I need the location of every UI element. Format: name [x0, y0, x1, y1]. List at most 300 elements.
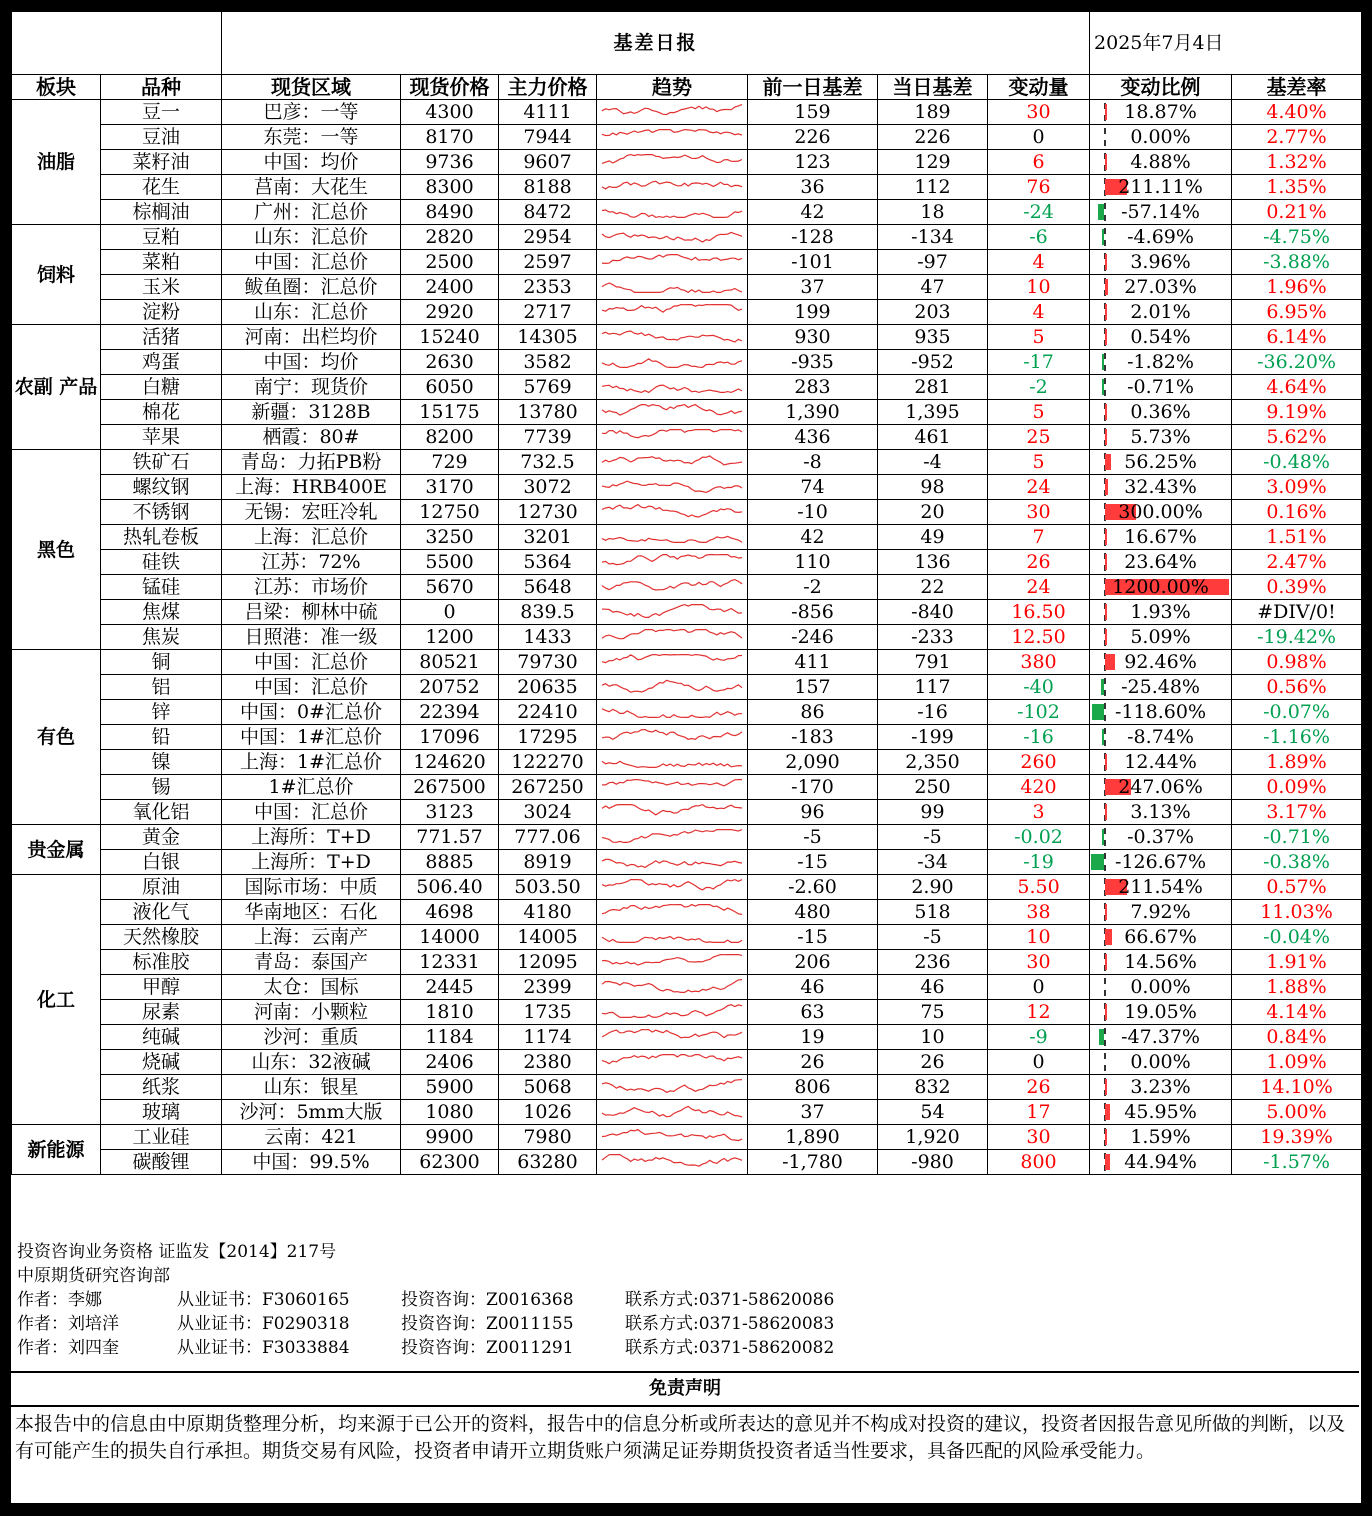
region-cell: 中国：0#汇总价	[222, 700, 401, 725]
change-ratio-text: -118.60%	[1115, 701, 1207, 723]
sparkline-path	[602, 385, 742, 392]
sparkline-path	[602, 405, 742, 416]
trend-cell	[597, 275, 748, 300]
author-consult: 投资咨询：Z0011291	[401, 1338, 574, 1358]
change-ratio-cell	[1090, 225, 1232, 250]
product-cell: 尿素	[101, 1000, 222, 1025]
basis-rate-cell: -19.42%	[1232, 625, 1362, 650]
prev-basis-cell: -935	[748, 350, 878, 375]
table-row	[12, 550, 1362, 575]
product-cell: 鸡蛋	[101, 350, 222, 375]
change-ratio-text: 1200.00%	[1112, 576, 1209, 598]
spot-price-cell: 3250	[401, 525, 499, 550]
trend-sparkline	[599, 301, 745, 323]
table-row	[12, 700, 1362, 725]
change-ratio-text: 23.64%	[1124, 551, 1197, 573]
basis-rate-cell: -0.38%	[1232, 850, 1362, 875]
spot-price-cell: 729	[401, 450, 499, 475]
prev-basis-cell: 159	[748, 100, 878, 125]
trend-sparkline	[599, 251, 745, 273]
change-ratio-cell	[1090, 900, 1232, 925]
ratio-databar	[1102, 354, 1104, 370]
spot-price-cell: 8200	[401, 425, 499, 450]
spot-price-cell: 1080	[401, 1100, 499, 1125]
region-cell: 江苏：市场价	[222, 575, 401, 600]
change-ratio-text: 7.92%	[1130, 901, 1191, 923]
change-ratio-cell	[1090, 825, 1232, 850]
change-ratio-text: -25.48%	[1121, 676, 1200, 698]
trend-cell	[597, 925, 748, 950]
curr-basis-cell: 226	[878, 125, 988, 150]
spot-price-cell: 8490	[401, 200, 499, 225]
main-price-cell: 2717	[499, 300, 597, 325]
change-cell: -9	[988, 1025, 1090, 1050]
table-row	[12, 300, 1362, 325]
prev-basis-cell: 411	[748, 650, 878, 675]
sparkline-path	[602, 536, 742, 542]
trend-sparkline	[599, 951, 745, 973]
change-ratio-text: 1.59%	[1130, 1126, 1191, 1148]
product-cell: 碳酸锂	[101, 1150, 222, 1175]
basis-rate-cell: -36.20%	[1232, 350, 1362, 375]
ratio-databar	[1105, 554, 1107, 570]
product-cell: 原油	[101, 875, 222, 900]
region-cell: 沙河：重质	[222, 1025, 401, 1050]
ratio-databar	[1092, 704, 1104, 720]
table-row	[12, 1025, 1362, 1050]
databar-axis	[1104, 228, 1106, 246]
header-row	[12, 75, 1362, 100]
author-consult: 投资咨询：Z0016368	[401, 1290, 574, 1310]
table-row	[12, 900, 1362, 925]
table-row	[12, 950, 1362, 975]
change-ratio-cell	[1090, 750, 1232, 775]
main-price-cell: 3582	[499, 350, 597, 375]
curr-basis-cell: 99	[878, 800, 988, 825]
author-consult: 投资咨询：Z0011155	[401, 1314, 574, 1334]
basis-rate-cell: 14.10%	[1232, 1075, 1362, 1100]
sparkline-path	[602, 1055, 742, 1064]
ratio-databar	[1105, 304, 1107, 320]
table-row	[12, 200, 1362, 225]
trend-sparkline	[599, 1101, 745, 1123]
main-price-cell: 3201	[499, 525, 597, 550]
product-cell: 烧碱	[101, 1050, 222, 1075]
product-cell: 硅铁	[101, 550, 222, 575]
table-row	[12, 600, 1362, 625]
curr-basis-cell: 22	[878, 575, 988, 600]
ratio-databar	[1105, 929, 1112, 945]
table-row	[12, 325, 1362, 350]
change-cell: 30	[988, 1125, 1090, 1150]
sparkline-path	[602, 210, 742, 217]
curr-basis-cell: 1,920	[878, 1125, 988, 1150]
spot-price-cell: 80521	[401, 650, 499, 675]
region-cell: 中国：均价	[222, 150, 401, 175]
curr-basis-cell: 20	[878, 500, 988, 525]
trend-cell	[597, 1050, 748, 1075]
change-ratio-text: 16.67%	[1124, 526, 1197, 548]
basis-rate-cell: 0.21%	[1232, 200, 1362, 225]
trend-sparkline	[599, 851, 745, 873]
column-header: 变动比例	[1090, 75, 1232, 100]
change-ratio-cell	[1090, 975, 1232, 1000]
main-price-cell: 777.06	[499, 825, 597, 850]
trend-sparkline	[599, 601, 745, 623]
ratio-databar	[1105, 654, 1115, 670]
change-ratio-cell	[1090, 400, 1232, 425]
prev-basis-cell: -15	[748, 850, 878, 875]
change-cell: 260	[988, 750, 1090, 775]
sparkline-path	[602, 331, 742, 342]
change-cell: 17	[988, 1100, 1090, 1125]
product-cell: 白银	[101, 850, 222, 875]
sparkline-path	[602, 1106, 742, 1117]
table-row	[12, 400, 1362, 425]
change-ratio-cell	[1090, 925, 1232, 950]
table-row	[12, 875, 1362, 900]
prev-basis-cell: -170	[748, 775, 878, 800]
prev-basis-cell: 37	[748, 275, 878, 300]
main-price-cell: 2399	[499, 975, 597, 1000]
prev-basis-cell: 26	[748, 1050, 878, 1075]
region-cell: 青岛：泰国产	[222, 950, 401, 975]
spot-price-cell: 2500	[401, 250, 499, 275]
product-cell: 液化气	[101, 900, 222, 925]
trend-sparkline	[599, 351, 745, 373]
basis-rate-cell: -4.75%	[1232, 225, 1362, 250]
basis-rate-cell: 0.39%	[1232, 575, 1362, 600]
ratio-databar	[1105, 1004, 1107, 1020]
trend-cell	[597, 650, 748, 675]
trend-sparkline	[599, 476, 745, 498]
change-cell: 4	[988, 250, 1090, 275]
trend-sparkline	[599, 726, 745, 748]
change-ratio-text: -0.37%	[1127, 826, 1194, 848]
product-cell: 菜籽油	[101, 150, 222, 175]
curr-basis-cell: -199	[878, 725, 988, 750]
basis-rate-cell: 0.84%	[1232, 1025, 1362, 1050]
product-cell: 铜	[101, 650, 222, 675]
curr-basis-cell: 46	[878, 975, 988, 1000]
databar-axis	[1104, 203, 1106, 221]
trend-cell	[597, 625, 748, 650]
sector-label: 农副 产品	[12, 325, 101, 450]
sector-label: 化工	[12, 875, 101, 1125]
change-ratio-text: 18.87%	[1124, 101, 1197, 123]
change-ratio-text: 211.54%	[1118, 876, 1203, 898]
basis-rate-cell: -0.71%	[1232, 825, 1362, 850]
basis-rate-cell: 1.89%	[1232, 750, 1362, 775]
region-cell: 东莞：一等	[222, 125, 401, 150]
change-cell: 3	[988, 800, 1090, 825]
table-row	[12, 825, 1362, 850]
region-cell: 华南地区：石化	[222, 900, 401, 925]
trend-sparkline	[599, 1126, 745, 1148]
sector-label: 黑色	[12, 450, 101, 650]
prev-basis-cell: -183	[748, 725, 878, 750]
sparkline-path	[602, 456, 742, 465]
basis-rate-cell: 1.32%	[1232, 150, 1362, 175]
prev-basis-cell: 110	[748, 550, 878, 575]
region-cell: 山东：银星	[222, 1075, 401, 1100]
change-cell: 26	[988, 550, 1090, 575]
basis-rate-cell: 19.39%	[1232, 1125, 1362, 1150]
prev-basis-cell: 123	[748, 150, 878, 175]
sparkline-path	[602, 283, 742, 292]
curr-basis-cell: -952	[878, 350, 988, 375]
change-ratio-text: 3.96%	[1130, 251, 1191, 273]
trend-cell	[597, 550, 748, 575]
spot-price-cell: 12750	[401, 500, 499, 525]
product-cell: 豆粕	[101, 225, 222, 250]
basis-rate-cell: 6.14%	[1232, 325, 1362, 350]
main-price-cell: 7944	[499, 125, 597, 150]
trend-sparkline	[599, 176, 745, 198]
spot-price-cell: 2400	[401, 275, 499, 300]
table-row	[12, 450, 1362, 475]
prev-basis-cell: 86	[748, 700, 878, 725]
sparkline-path	[602, 1030, 742, 1038]
change-ratio-cell	[1090, 850, 1232, 875]
main-price-cell: 8472	[499, 200, 597, 225]
sector-label: 贵金属	[12, 825, 101, 875]
trend-cell	[597, 600, 748, 625]
change-cell: 5	[988, 325, 1090, 350]
trend-cell	[597, 900, 748, 925]
trend-cell	[597, 775, 748, 800]
spot-price-cell: 9900	[401, 1125, 499, 1150]
change-cell: -16	[988, 725, 1090, 750]
curr-basis-cell: 281	[878, 375, 988, 400]
curr-basis-cell: -16	[878, 700, 988, 725]
databar-axis	[1104, 1053, 1106, 1071]
curr-basis-cell: 98	[878, 475, 988, 500]
prev-basis-cell: 1,390	[748, 400, 878, 425]
sector-label: 油脂	[12, 100, 101, 225]
main-price-cell: 13780	[499, 400, 597, 425]
change-cell: 800	[988, 1150, 1090, 1175]
trend-cell	[597, 400, 748, 425]
sparkline-path	[602, 780, 742, 786]
main-price-cell: 4180	[499, 900, 597, 925]
product-cell: 标准胶	[101, 950, 222, 975]
prev-basis-cell: 436	[748, 425, 878, 450]
main-price-cell: 1433	[499, 625, 597, 650]
spot-price-cell: 771.57	[401, 825, 499, 850]
basis-rate-cell: 1.51%	[1232, 525, 1362, 550]
ratio-databar	[1105, 429, 1107, 445]
change-ratio-cell	[1090, 250, 1232, 275]
region-cell: 中国：汇总价	[222, 250, 401, 275]
product-cell: 苹果	[101, 425, 222, 450]
region-cell: 中国：均价	[222, 350, 401, 375]
main-price-cell: 122270	[499, 750, 597, 775]
spot-price-cell: 12331	[401, 950, 499, 975]
trend-cell	[597, 475, 748, 500]
product-cell: 棉花	[101, 400, 222, 425]
curr-basis-cell: 461	[878, 425, 988, 450]
region-cell: 河南：出栏均价	[222, 325, 401, 350]
curr-basis-cell: -134	[878, 225, 988, 250]
change-ratio-text: 19.05%	[1124, 1001, 1197, 1023]
change-ratio-text: 92.46%	[1124, 651, 1197, 673]
prev-basis-cell: -2	[748, 575, 878, 600]
spot-price-cell: 62300	[401, 1150, 499, 1175]
sparkline-path	[602, 955, 742, 965]
change-ratio-cell	[1090, 275, 1232, 300]
column-header: 现货价格	[401, 75, 499, 100]
region-cell: 上海：1#汇总价	[222, 750, 401, 775]
ratio-databar	[1102, 829, 1104, 845]
basis-rate-cell: 3.17%	[1232, 800, 1362, 825]
prev-basis-cell: -8	[748, 450, 878, 475]
ratio-databar	[1105, 254, 1107, 270]
spot-price-cell: 1810	[401, 1000, 499, 1025]
table-row	[12, 275, 1362, 300]
sparkline-path	[602, 655, 742, 663]
product-cell: 镍	[101, 750, 222, 775]
trend-cell	[597, 125, 748, 150]
column-header: 趋势	[597, 75, 748, 100]
disclaimer-title: 免责声明	[11, 1371, 1359, 1407]
main-price-cell: 20635	[499, 675, 597, 700]
sparkline-path	[602, 709, 742, 718]
region-cell: 鲅鱼圈：汇总价	[222, 275, 401, 300]
product-cell: 锰硅	[101, 575, 222, 600]
basis-rate-cell: 0.56%	[1232, 675, 1362, 700]
table-row	[12, 350, 1362, 375]
table-row	[12, 775, 1362, 800]
trend-sparkline	[599, 1026, 745, 1048]
sparkline-path	[602, 605, 742, 618]
sparkline-path	[602, 255, 742, 264]
change-cell: 30	[988, 100, 1090, 125]
databar-axis	[1104, 703, 1106, 721]
ratio-databar	[1105, 754, 1107, 770]
change-ratio-text: -57.14%	[1121, 201, 1200, 223]
sparkline-path	[602, 305, 742, 313]
prev-basis-cell: -101	[748, 250, 878, 275]
trend-sparkline	[599, 801, 745, 823]
spot-price-cell: 2820	[401, 225, 499, 250]
table-row	[12, 675, 1362, 700]
table-row	[12, 375, 1362, 400]
sparkline-path	[602, 680, 742, 692]
change-ratio-cell	[1090, 450, 1232, 475]
prev-basis-cell: -128	[748, 225, 878, 250]
table-row	[12, 725, 1362, 750]
region-cell: 太仓：国标	[222, 975, 401, 1000]
curr-basis-cell: 10	[878, 1025, 988, 1050]
region-cell: 沙河：5mm大版	[222, 1100, 401, 1125]
prev-basis-cell: 2,090	[748, 750, 878, 775]
trend-sparkline	[599, 926, 745, 948]
product-cell: 花生	[101, 175, 222, 200]
ratio-databar	[1105, 1104, 1110, 1120]
region-cell: 中国：1#汇总价	[222, 725, 401, 750]
trend-cell	[597, 1125, 748, 1150]
region-cell: 无锡：宏旺冷轧	[222, 500, 401, 525]
sparkline-path	[602, 761, 742, 767]
prev-basis-cell: -15	[748, 925, 878, 950]
spot-price-cell: 17096	[401, 725, 499, 750]
curr-basis-cell: 18	[878, 200, 988, 225]
sparkline-path	[602, 555, 742, 565]
prev-basis-cell: -246	[748, 625, 878, 650]
change-cell: -24	[988, 200, 1090, 225]
ratio-databar	[1102, 379, 1104, 395]
change-cell: 5	[988, 450, 1090, 475]
table-row	[12, 1000, 1362, 1025]
change-ratio-cell	[1090, 1125, 1232, 1150]
spot-price-cell: 2630	[401, 350, 499, 375]
column-header: 现货区域	[222, 75, 401, 100]
author-cert: 从业证书：F3033884	[177, 1338, 350, 1358]
main-price-cell: 3024	[499, 800, 597, 825]
trend-cell	[597, 1075, 748, 1100]
curr-basis-cell: 935	[878, 325, 988, 350]
sparkline-path	[602, 481, 742, 492]
trend-sparkline	[599, 1001, 745, 1023]
spot-price-cell: 20752	[401, 675, 499, 700]
trend-cell	[597, 500, 748, 525]
basis-rate-cell: -3.88%	[1232, 250, 1362, 275]
product-cell: 玉米	[101, 275, 222, 300]
basis-rate-cell: 1.88%	[1232, 975, 1362, 1000]
prev-basis-cell: 36	[748, 175, 878, 200]
trend-cell	[597, 850, 748, 875]
region-cell: 南宁：现货价	[222, 375, 401, 400]
change-cell: -17	[988, 350, 1090, 375]
change-cell: 6	[988, 150, 1090, 175]
curr-basis-cell: 250	[878, 775, 988, 800]
basis-rate-cell: 11.03%	[1232, 900, 1362, 925]
trend-cell	[597, 150, 748, 175]
curr-basis-cell: 791	[878, 650, 988, 675]
sector-label: 有色	[12, 650, 101, 825]
curr-basis-cell: -5	[878, 825, 988, 850]
databar-axis	[1104, 728, 1106, 746]
table-row	[12, 850, 1362, 875]
author-name: 作者：李娜	[17, 1290, 102, 1310]
basis-rate-cell: 6.95%	[1232, 300, 1362, 325]
curr-basis-cell: 189	[878, 100, 988, 125]
sparkline-path	[602, 630, 742, 639]
prev-basis-cell: 42	[748, 200, 878, 225]
sparkline-path	[602, 105, 742, 115]
ratio-databar	[1105, 804, 1107, 820]
basis-table	[11, 11, 1362, 1175]
change-cell: -0.02	[988, 825, 1090, 850]
trend-sparkline	[599, 226, 745, 248]
author-contact: 联系方式:0371-58620086	[625, 1290, 835, 1310]
table-row	[12, 625, 1362, 650]
main-price-cell: 12730	[499, 500, 597, 525]
table-row	[12, 175, 1362, 200]
change-ratio-cell	[1090, 525, 1232, 550]
change-ratio-cell	[1090, 1150, 1232, 1175]
product-cell: 纯碱	[101, 1025, 222, 1050]
trend-cell	[597, 1100, 748, 1125]
trend-cell	[597, 675, 748, 700]
prev-basis-cell: 283	[748, 375, 878, 400]
curr-basis-cell: 236	[878, 950, 988, 975]
product-cell: 热轧卷板	[101, 525, 222, 550]
change-cell: 12.50	[988, 625, 1090, 650]
sparkline-path	[602, 580, 742, 590]
main-price-cell: 1174	[499, 1025, 597, 1050]
